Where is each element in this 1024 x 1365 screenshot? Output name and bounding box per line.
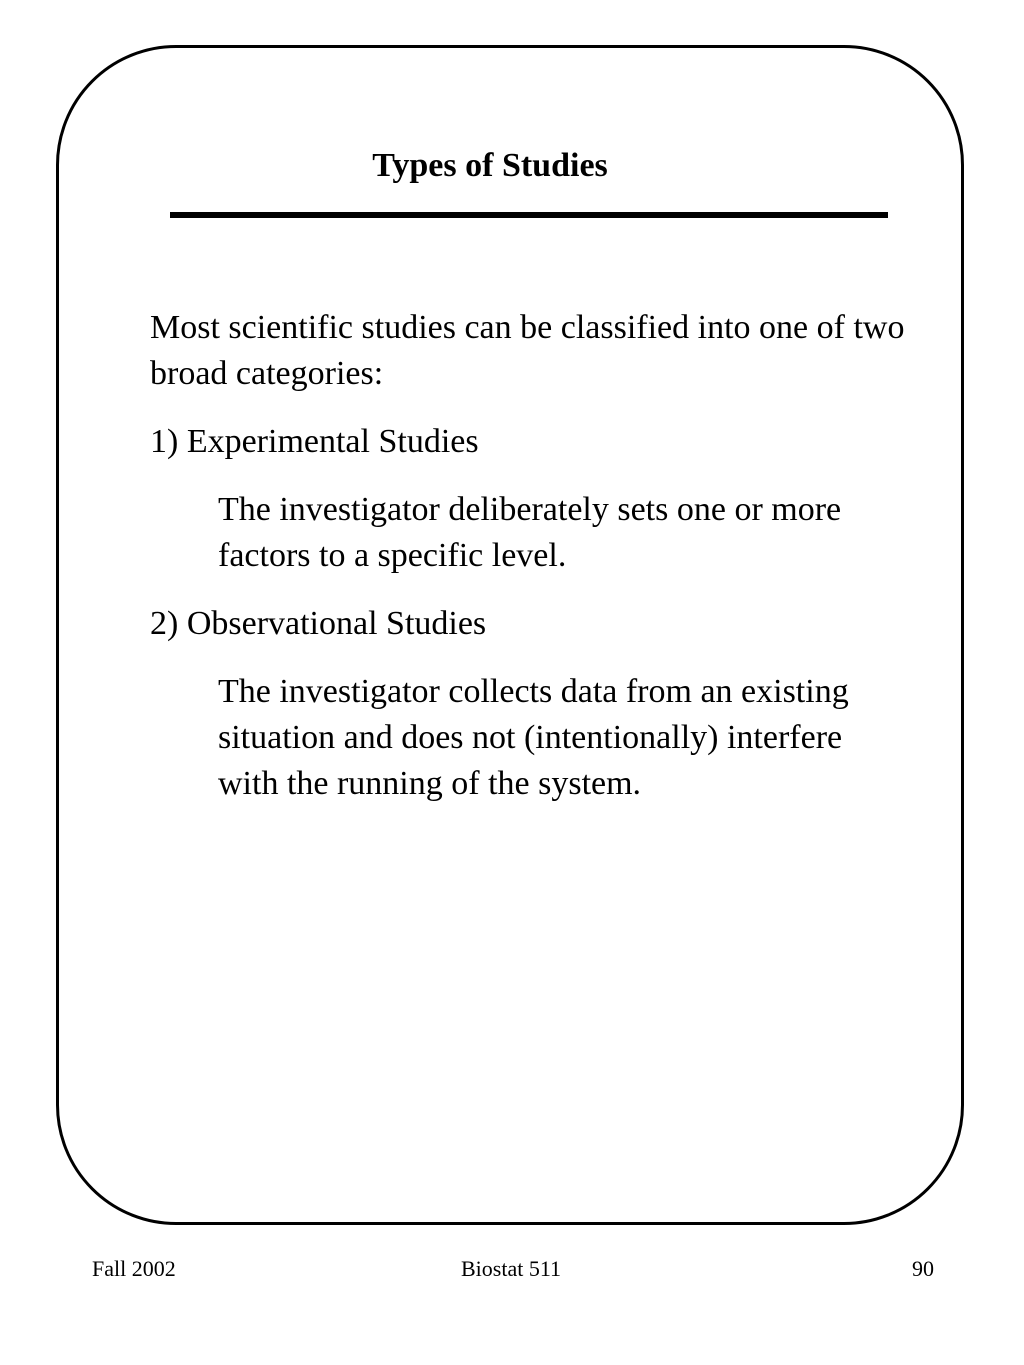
footer-term: Fall 2002 xyxy=(92,1256,176,1281)
slide-body xyxy=(150,305,910,829)
item-description-experimental: The investigator deliberately sets one or more factors to a specific level. xyxy=(218,491,842,574)
footer-course: Biostat 511 xyxy=(460,1256,562,1281)
slide-title: Types of Studies xyxy=(372,147,608,184)
title-underline xyxy=(170,212,888,218)
footer-page-number: 90 xyxy=(912,1256,934,1281)
item-heading-observational: 2) Observational Studies xyxy=(150,605,487,642)
item-description-observational: The investigator collects data from an existing situation and does not (intentionally) interfere with the running of the system. xyxy=(218,673,849,802)
intro-paragraph: Most scientific studies can be classified into one of two broad categories: xyxy=(150,309,905,392)
item-heading-experimental: 1) Experimental Studies xyxy=(150,423,479,460)
